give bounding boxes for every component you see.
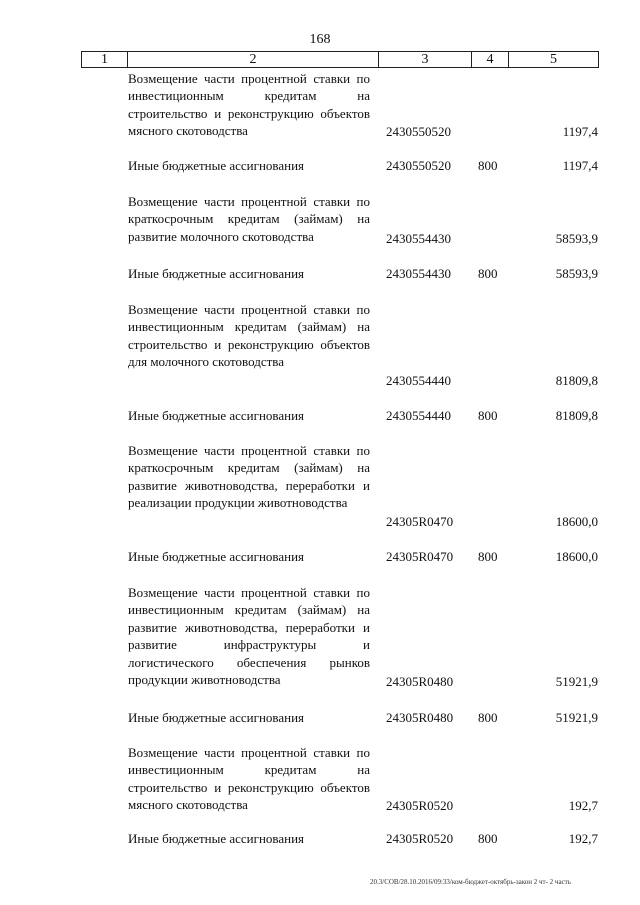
header-col-3: 3 bbox=[379, 51, 472, 67]
table-row bbox=[0, 70, 640, 140]
row-expense-type: 800 bbox=[478, 830, 498, 846]
row-code: 2430550520 bbox=[386, 157, 451, 173]
header-col-2: 2 bbox=[128, 51, 379, 67]
table-row bbox=[0, 442, 640, 530]
table-row bbox=[0, 708, 640, 726]
row-amount: 58593,9 bbox=[555, 265, 598, 281]
row-description: Иные бюджетные ассигнования bbox=[128, 709, 305, 725]
row-description: Возмещение части процентной ставки по инвестиционным кредитам на строительство и реконструкцию объектов мясного скотоводства bbox=[128, 71, 370, 139]
row-amount: 51921,9 bbox=[555, 673, 598, 689]
row-amount: 18600,0 bbox=[555, 513, 598, 529]
table-row bbox=[0, 744, 640, 814]
row-code: 2430554440 bbox=[386, 407, 451, 423]
row-code: 24305R0520 bbox=[386, 830, 454, 846]
row-description: Возмещение части процентной ставки по инвестиционным кредитам (займам) на развитие животноводства, переработки и развитие инфраструктуры и логистического обеспечения рынков продукции животноводства bbox=[128, 585, 370, 688]
row-amount: 18600,0 bbox=[555, 548, 598, 564]
table-row bbox=[0, 406, 640, 424]
table-row bbox=[0, 264, 640, 282]
row-description: Иные бюджетные ассигнования bbox=[128, 265, 305, 281]
row-code: 24305R0470 bbox=[386, 548, 454, 564]
table-row bbox=[0, 584, 640, 690]
row-expense-type: 800 bbox=[478, 548, 498, 564]
row-expense-type: 800 bbox=[478, 709, 498, 725]
row-expense-type: 800 bbox=[478, 265, 498, 281]
row-code: 24305R0520 bbox=[386, 797, 454, 813]
row-amount: 1197,4 bbox=[562, 157, 598, 173]
row-code: 2430554430 bbox=[386, 265, 451, 281]
document-footer: 20.3/СОВ/28.10.2016/09:33/ком-бюджет-октябрь-закон 2 чт- 2 часть bbox=[370, 878, 571, 886]
row-code: 2430550520 bbox=[386, 123, 451, 139]
row-amount: 81809,8 bbox=[555, 407, 598, 423]
row-amount: 192,7 bbox=[568, 830, 598, 846]
row-amount: 192,7 bbox=[568, 797, 598, 813]
header-col-1: 1 bbox=[81, 51, 128, 67]
row-description: Иные бюджетные ассигнования bbox=[128, 830, 305, 846]
row-expense-type: 800 bbox=[478, 157, 498, 173]
row-amount: 58593,9 bbox=[555, 230, 598, 246]
header-col-4: 4 bbox=[472, 51, 509, 67]
row-amount: 1197,4 bbox=[562, 123, 598, 139]
row-code: 24305R0470 bbox=[386, 513, 454, 529]
row-expense-type: 800 bbox=[478, 407, 498, 423]
table-row bbox=[0, 547, 640, 565]
header-col-5: 5 bbox=[509, 51, 599, 67]
table-row bbox=[0, 829, 640, 847]
row-code: 24305R0480 bbox=[386, 709, 454, 725]
table-row bbox=[0, 301, 640, 389]
row-description: Иные бюджетные ассигнования bbox=[128, 548, 305, 564]
row-description: Возмещение части процентной ставки по инвестиционным кредитам на строительство и реконструкцию объектов мясного скотоводства bbox=[128, 745, 370, 813]
row-description: Иные бюджетные ассигнования bbox=[128, 407, 305, 423]
row-description: Возмещение части процентной ставки по краткосрочным кредитам (займам) на развитие молочного скотоводства bbox=[128, 194, 370, 244]
row-amount: 51921,9 bbox=[555, 709, 598, 725]
table-row bbox=[0, 193, 640, 247]
row-code: 24305R0480 bbox=[386, 673, 454, 689]
row-description: Иные бюджетные ассигнования bbox=[128, 157, 305, 173]
row-code: 2430554440 bbox=[386, 372, 451, 388]
row-amount: 81809,8 bbox=[555, 372, 598, 388]
row-description: Возмещение части процентной ставки по инвестиционным кредитам (займам) на строительство и реконструкцию объектов для молочного скотоводства bbox=[128, 302, 370, 370]
row-code: 2430554430 bbox=[386, 230, 451, 246]
page-number: 168 bbox=[309, 32, 331, 47]
row-description: Возмещение части процентной ставки по краткосрочным кредитам (займам) на развитие животноводства, переработки и реализации продукции животноводства bbox=[128, 443, 370, 511]
table-row bbox=[0, 156, 640, 174]
